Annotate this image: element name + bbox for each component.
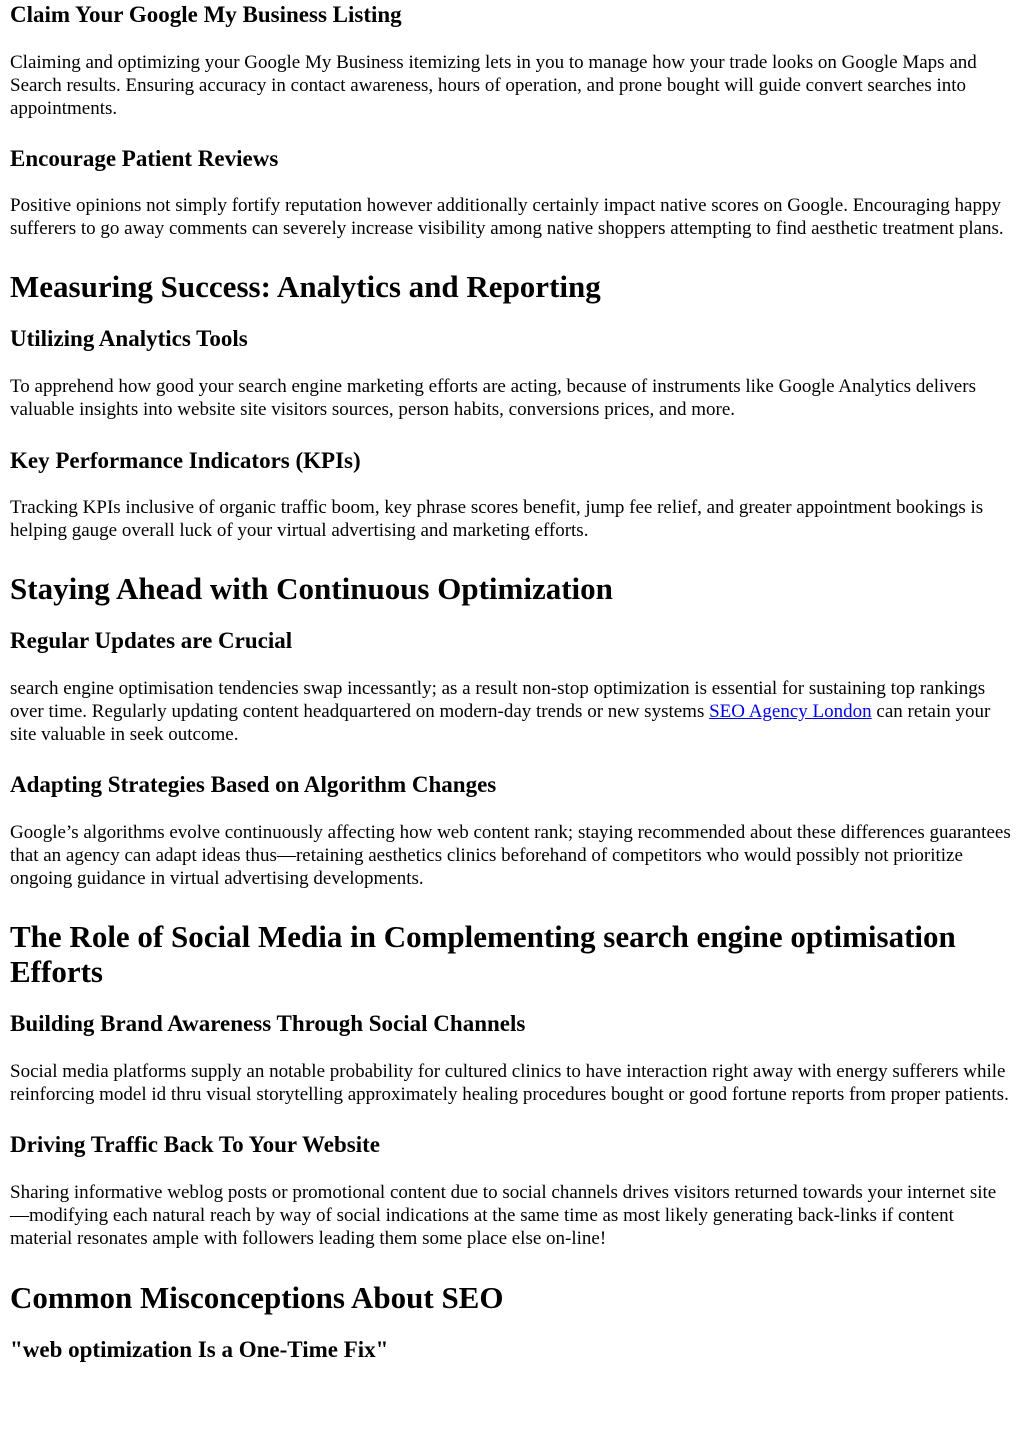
paragraph-text-before-link: search engine optimisation tendencies swap incessantly; as a result non-stop optimization is essential for sustaining top rankings over time. Regularly updating content headquartered on modern-day trends or new systems — [10, 678, 986, 722]
paragraph-brand-awareness: Social media platforms supply an notable probability for cultured clinics to have interaction right away with energy sufferers while reinforcing model id thru visual storytelling approximately healing procedures bought or good fortune reports from proper patients. — [10, 1061, 1009, 1105]
paragraph-analytics-tools: To apprehend how good your search engine marketing efforts are acting, because of instruments like Google Analytics delivers valuable insights into website site visitors sources, person habits, conversions prices, and more. — [10, 376, 976, 420]
section-heading-encourage-reviews: Encourage Patient Reviews — [10, 146, 279, 171]
paragraph-driving-traffic: Sharing informative weblog posts or promotional content due to social channels drives visitors returned towards your internet site—modifying each natural reach by way of social indications at the same time as most likely generating back-links if content material resonates ample with followers leading them some place else on-line! — [10, 1182, 997, 1249]
section-heading-brand-awareness: Building Brand Awareness Through Social Channels — [10, 1011, 526, 1036]
section-heading-common-misconceptions: Common Misconceptions About SEO — [10, 1280, 504, 1315]
section-heading-claim-gmb-listing: Claim Your Google My Business Listing — [10, 2, 402, 27]
section-heading-measuring-success: Measuring Success: Analytics and Reporting — [10, 269, 601, 304]
paragraph-text-after-link: can retain your site valuable in seek outcome. — [10, 701, 991, 745]
paragraph-regular-updates — [10, 677, 1014, 746]
section-heading-regular-updates: Regular Updates are Crucial — [10, 628, 293, 653]
section-heading-continuous-optimization: Staying Ahead with Continuous Optimization — [10, 571, 613, 606]
section-heading-algorithm-changes: Adapting Strategies Based on Algorithm Changes — [10, 772, 497, 797]
section-heading-social-media-role: The Role of Social Media in Complementing search engine optimisation Efforts — [10, 919, 956, 989]
paragraph-kpis: Tracking KPIs inclusive of organic traffic boom, key phrase scores benefit, jump fee relief, and greater appointment bookings is helping gauge overall luck of your virtual advertising and marketing efforts. — [10, 497, 984, 541]
seo-agency-london-link[interactable]: SEO Agency London — [709, 701, 872, 722]
section-heading-analytics-tools: Utilizing Analytics Tools — [10, 326, 248, 351]
paragraph-algorithm-changes: Google’s algorithms evolve continuously affecting how web content rank; staying recommended about these differences guarantees that an agency can adapt ideas thus—retaining aesthetics clinics beforehand of competitors who would possibly not prioritize ongoing guidance in virtual advertising developments. — [10, 822, 1011, 889]
section-heading-one-time-fix: "web optimization Is a One-Time Fix" — [10, 1337, 389, 1362]
article-content — [0, 1, 1024, 1364]
paragraph-encourage-reviews: Positive opinions not simply fortify reputation however additionally certainly impact native scores on Google. Encouraging happy sufferers to go away comments can severely increase visibility among native shoppers attempting to find aesthetic treatment plans. — [10, 195, 1004, 239]
section-heading-kpis: Key Performance Indicators (KPIs) — [10, 448, 361, 473]
section-heading-driving-traffic: Driving Traffic Back To Your Website — [10, 1132, 380, 1157]
paragraph-claim-gmb-listing: Claiming and optimizing your Google My Business itemizing lets in you to manage how your trade looks on Google Maps and Search results. Ensuring accuracy in contact awareness, hours of operation, and prone bought will guide convert searches into appointments. — [10, 52, 977, 119]
